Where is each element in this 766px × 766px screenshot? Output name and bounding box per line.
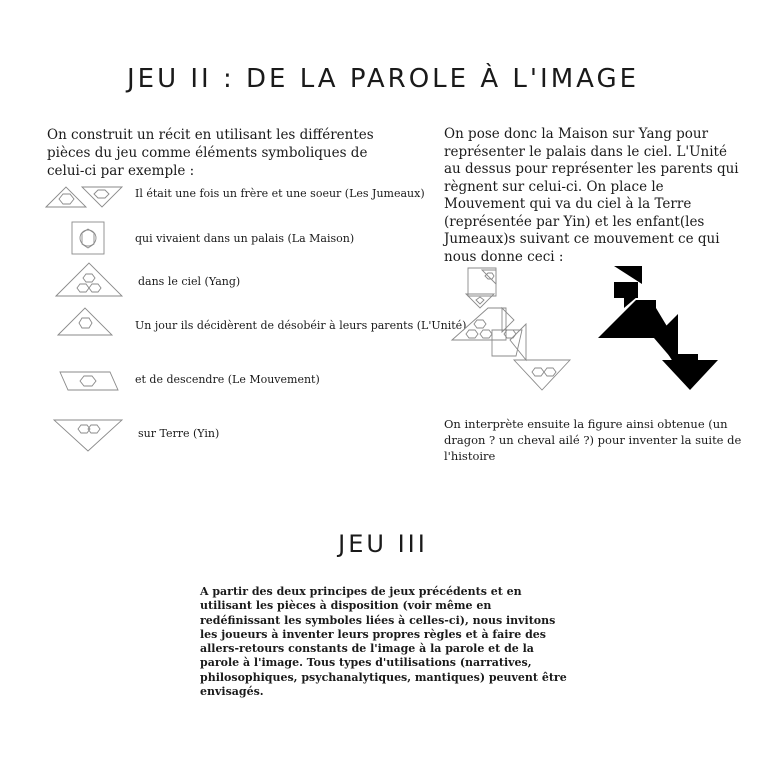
story-paragraph: On pose donc la Maison sur Yang pour représenter le palais dans le ciel. L'Unité au dessus pour représenter les parents qui règnent sur celui-ci. On place le Mouvement qui va du ciel à la Terre (représentée par Yin) et les enfant(les Jumeaux)s suivant ce mouvement ce qui nous donne ceci : bbox=[444, 126, 739, 265]
legend-item-unity: Un jour ils décidèrent de désobéir à leurs parents (L'Unité) bbox=[135, 319, 467, 332]
page-title: JEU II : DE LA PAROLE À L'IMAGE bbox=[126, 64, 640, 94]
yin-icon bbox=[54, 418, 122, 452]
twins-icon bbox=[46, 185, 126, 210]
intro-text: On construit un récit en utilisant les différentes pièces du jeu comme éléments symboliques de celui-ci par exemple : bbox=[47, 127, 374, 179]
interpretation-note: On interprète ensuite la figure ainsi obtenue (un dragon ? un cheval ailé ?) pour inventer la suite de l'histoire bbox=[444, 417, 742, 463]
legend-item-yang: dans le ciel (Yang) bbox=[138, 275, 241, 288]
unity-icon bbox=[58, 305, 112, 337]
legend-item-house: qui vivaient dans un palais (La Maison) bbox=[135, 232, 355, 245]
section-title-jeu3: JEU III bbox=[338, 530, 428, 558]
yang-icon bbox=[56, 262, 122, 298]
legend-item-movement: et de descendre (Le Mouvement) bbox=[135, 373, 320, 386]
jeu3-paragraph: A partir des deux principes de jeux précédents et en utilisant les pièces à disposition (voir même en redéfinissant les symboles liées à celles-ci), nous invitons les joueurs à inventer leurs propres règles et à faire des allers-retours constants de l'image à la parole et de la parole à l'image. Tous types d'utilisations (narratives, philosophiques, psychanalytiques, mantiques) peuvent être envisagés. bbox=[200, 585, 567, 699]
dragon-outline-figure bbox=[452, 264, 577, 394]
legend-item-yin: sur Terre (Yin) bbox=[138, 427, 220, 440]
legend-item-twins: Il était une fois un frère et une soeur (Les Jumeaux) bbox=[135, 187, 425, 200]
movement-icon bbox=[58, 370, 120, 392]
house-icon bbox=[72, 222, 104, 254]
dragon-silhouette-figure bbox=[598, 266, 720, 392]
